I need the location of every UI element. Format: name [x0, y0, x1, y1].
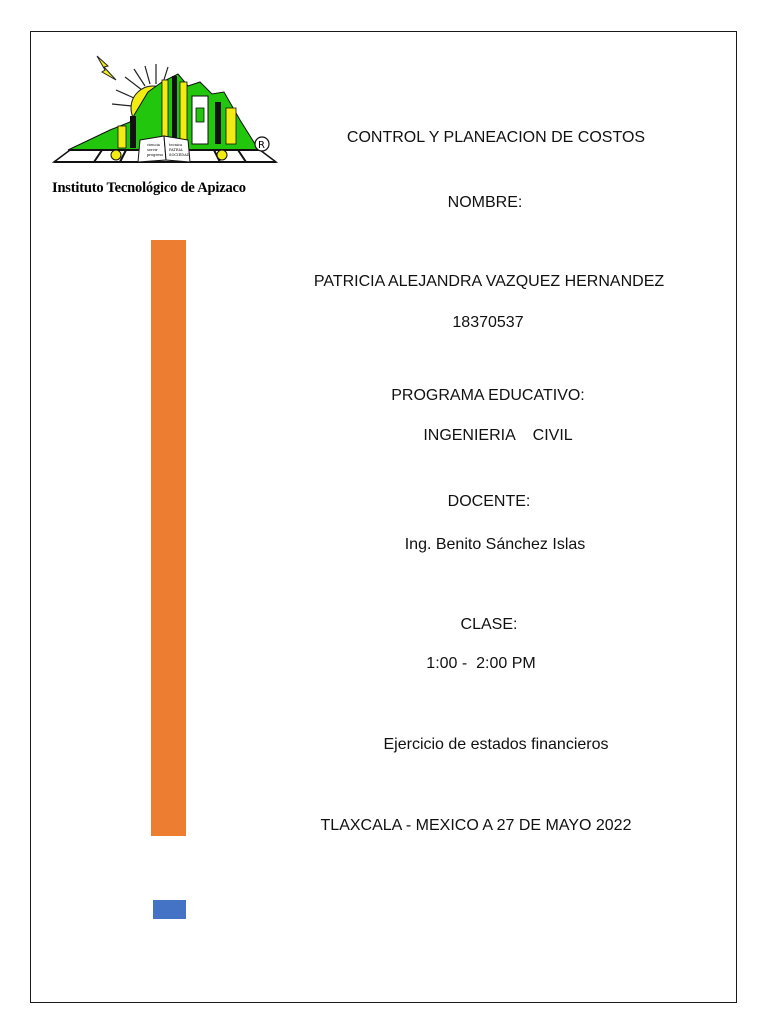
blue-accent-box	[153, 900, 186, 919]
class-label: CLASE:	[460, 616, 518, 633]
program-label: PROGRAMA EDUCATIVO:	[391, 387, 585, 404]
logo-book-word: ciencia	[147, 143, 160, 147]
logo-emblem-icon	[50, 52, 280, 182]
subject-title: CONTROL Y PLANEACION DE COSTOS	[346, 129, 646, 146]
student-id: 18370537	[452, 314, 524, 331]
class-time: 1:00 - 2:00 PM	[426, 655, 536, 672]
name-label: NOMBRE:	[447, 194, 523, 211]
orange-accent-bar	[151, 240, 186, 836]
place-date: TLAXCALA - MEXICO A 27 DE MAYO 2022	[320, 817, 632, 834]
institute-logo	[50, 52, 280, 202]
student-name: PATRICIA ALEJANDRA VAZQUEZ HERNANDEZ	[313, 273, 665, 290]
logo-book-word: PATRIA	[169, 148, 183, 152]
logo-book-word: SOCIEDAD	[169, 153, 190, 157]
assignment-title: Ejercicio de estados financieros	[383, 736, 609, 753]
teacher-name: Ing. Benito Sánchez Islas	[404, 536, 586, 553]
program-value: INGENIERIA CIVIL	[423, 427, 573, 444]
logo-book-word: servir	[147, 148, 158, 152]
teacher-label: DOCENTE:	[447, 493, 531, 510]
logo-book-word: progreso	[147, 153, 164, 157]
registered-mark: R	[258, 140, 265, 151]
logo-caption: Instituto Tecnológico de Apizaco	[52, 180, 246, 196]
logo-book-word: tecnica	[169, 143, 183, 147]
